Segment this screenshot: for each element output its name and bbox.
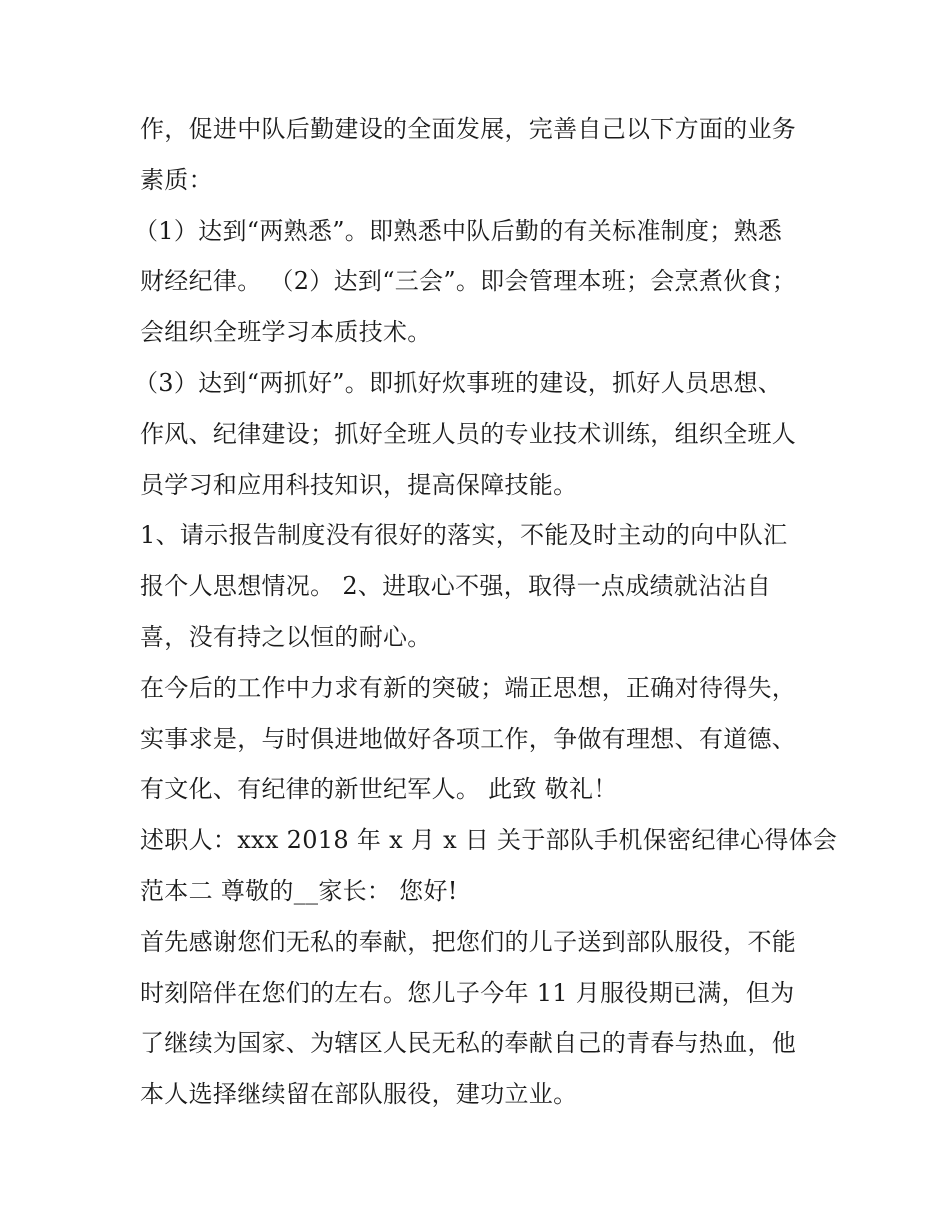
text-line: 财经纪律。 （2）达到“三会”。即会管理本班；会烹煮伙食；: [140, 267, 797, 296]
text-line: 首先感谢您们无私的奉献，把您们的儿子送到部队服役，不能: [140, 927, 797, 956]
text-line: 员学习和应用科技知识，提高保障技能。: [140, 470, 578, 499]
text-line: 会组织全班学习本质技术。: [140, 318, 432, 347]
text-line: （3）达到“两抓好”。即抓好炊事班的建设，抓好人员思想、: [134, 368, 783, 397]
text-line: 范本二 尊敬的__家长： 您好!: [140, 876, 458, 905]
text-line: 作风、纪律建设；抓好全班人员的专业技术训练，组织全班人: [140, 419, 797, 448]
text-line: 作，促进中队后勤建设的全面发展，完善自己以下方面的业务: [140, 115, 797, 143]
text-line: 素质：: [140, 165, 213, 194]
text-line: 述职人：xxx 2018 年 x 月 x 日 关于部队手机保密纪律心得体会: [140, 826, 838, 855]
text-line: 在今后的工作中力求有新的突破；端正思想，正确对待得失，: [140, 673, 797, 702]
text-line: 了继续为国家、为辖区人民无私的奉献自己的青春与热血，他: [140, 1029, 797, 1058]
text-line: （1）达到“两熟悉”。即熟悉中队后勤的有关标准制度；熟悉: [134, 216, 783, 245]
text-line: 实事求是，与时俱进地做好各项工作，争做有理想、有道德、: [140, 724, 797, 753]
text-line: 报个人思想情况。 2、进取心不强，取得一点成绩就沾沾自: [140, 572, 771, 601]
text-line: 时刻陪伴在您们的左右。您儿子今年 11 月服役期已满，但为: [140, 978, 795, 1007]
text-line: 本人选择继续留在部队服役，建功立业。: [140, 1080, 578, 1109]
text-line: 1、请示报告制度没有很好的落实，不能及时主动的向中队汇: [140, 521, 788, 550]
text-line: 有文化、有纪律的新世纪军人。 此致 敬礼！: [140, 775, 618, 804]
document-body: [134, 104, 838, 1120]
text-line: 喜，没有持之以恒的耐心。: [140, 622, 432, 651]
